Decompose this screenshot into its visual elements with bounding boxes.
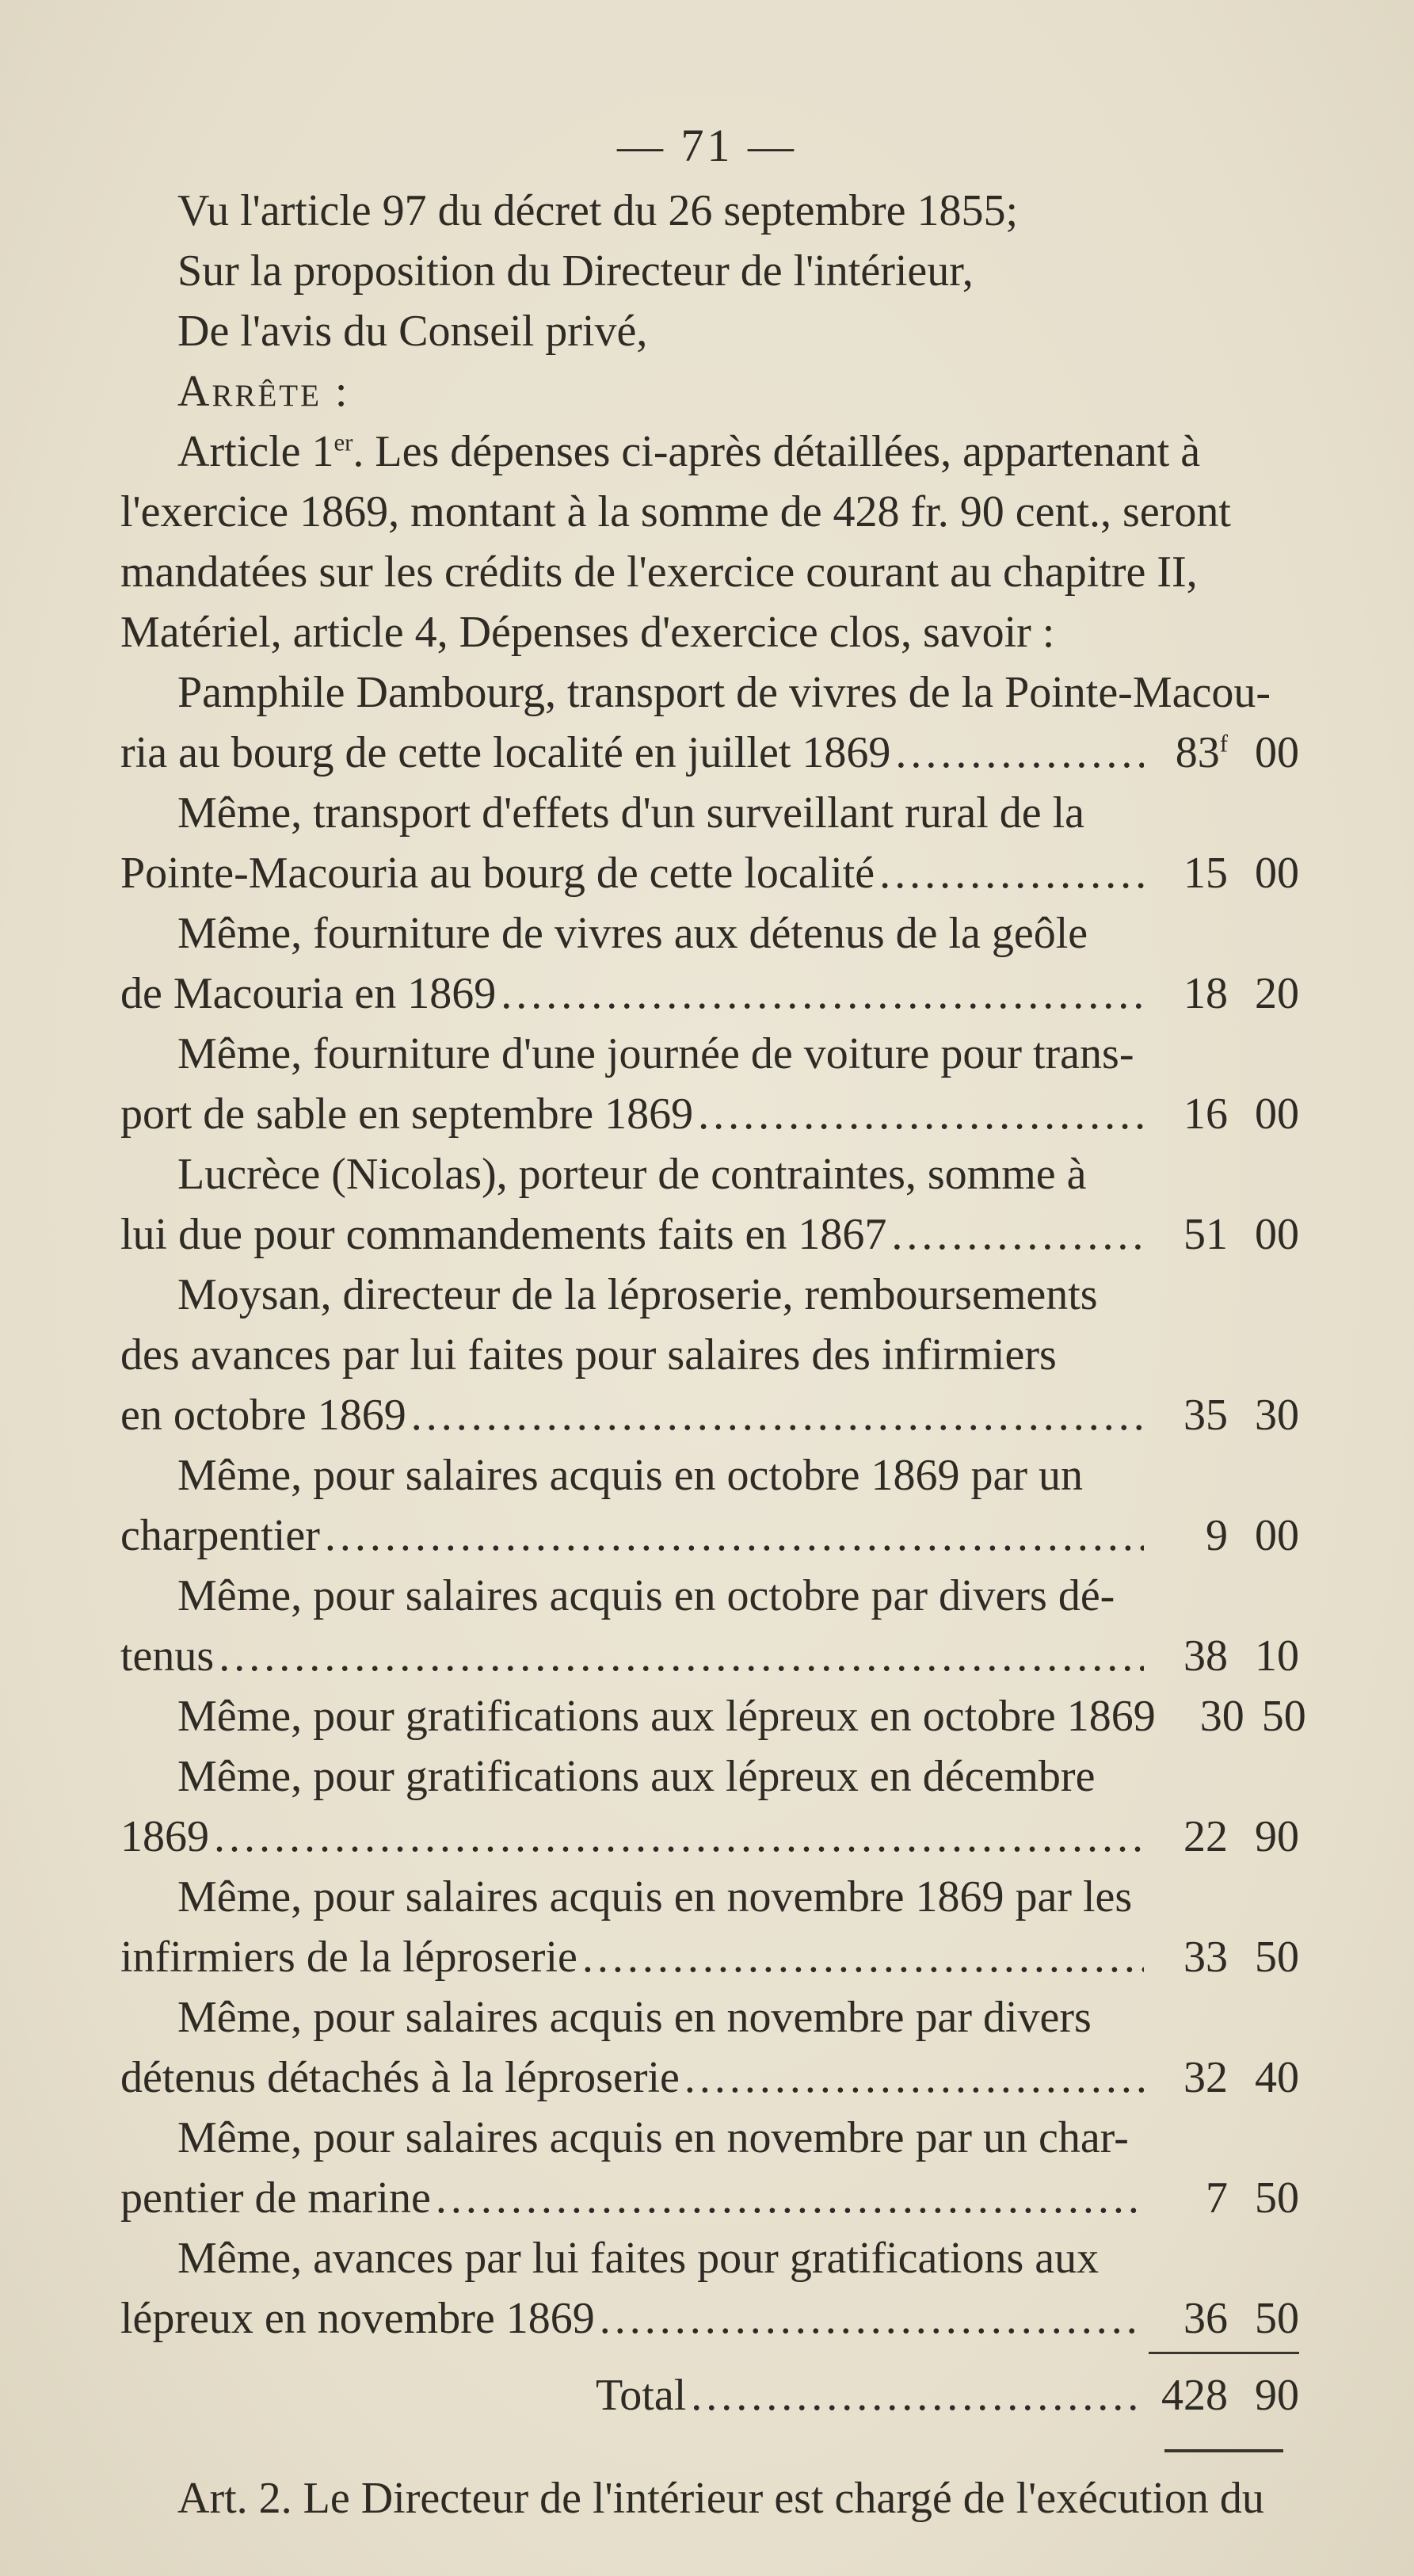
leader-dots: [895, 723, 1144, 783]
entry-last-line: de Macouria en 1869: [120, 969, 497, 1018]
expense-entry: [120, 1686, 1306, 1746]
entry-cents: 40: [1255, 2053, 1299, 2102]
entry-francs-value: 36: [1183, 2294, 1228, 2343]
entry-amount-row: [120, 1385, 1299, 1445]
total-rule-bottom-wrap: [120, 2449, 1299, 2452]
expense-entry: [120, 1867, 1299, 1987]
entry-cents: 00: [1255, 849, 1299, 898]
entry-cents: 50: [1255, 2173, 1299, 2223]
total-row: [120, 2365, 1299, 2425]
entry-amount: [1149, 1927, 1299, 1987]
entry-amount: [1149, 2168, 1299, 2228]
total-label: Total: [596, 2371, 687, 2420]
entry-francs: [1149, 1807, 1228, 1867]
entry-amount-row: [120, 1686, 1306, 1746]
entry-line: Même, transport d'effets d'un surveillant rural de la: [177, 788, 1085, 838]
entry-francs-value: 35: [1183, 1391, 1228, 1440]
leader-dots: [219, 1626, 1144, 1686]
total-cents: 90: [1255, 2371, 1299, 2420]
entry-cents: 00: [1255, 1090, 1299, 1139]
entry-francs: [1149, 1626, 1228, 1686]
entry-francs-value: 30: [1199, 1692, 1244, 1741]
expense-entry: [120, 1265, 1299, 1445]
leader-dots: [411, 1385, 1144, 1445]
article1-label: Article 1: [177, 427, 334, 476]
entry-cents: 50: [1255, 2294, 1299, 2343]
leader-dots: [698, 1084, 1144, 1144]
article1-first-line: [120, 422, 1299, 482]
leader-dots: [879, 843, 1144, 903]
entry-amount: [1149, 964, 1299, 1024]
entry-line: des avances par lui faites pour salaires des infirmiers: [120, 1330, 1057, 1380]
expense-entry: [120, 1987, 1299, 2108]
entry-amount: [1149, 2047, 1299, 2108]
entry-francs: [1149, 843, 1228, 903]
leader-dots: [325, 1506, 1144, 1566]
entry-last-line: ria au bourg de cette localité en juillet 1869: [120, 728, 891, 777]
entry-francs: [1149, 964, 1228, 1024]
expense-entry: [120, 1445, 1299, 1566]
arrete-heading: Arrête :: [177, 367, 350, 416]
entry-line: Même, fourniture d'une journée de voiture pour trans-: [177, 1029, 1134, 1078]
entry-francs-value: 51: [1183, 1210, 1228, 1259]
entry-amount-row: [120, 2288, 1299, 2349]
entry-amount: [1149, 1204, 1299, 1265]
entry-last-line: Pointe-Macouria au bourg de cette localité: [120, 849, 875, 898]
entry-last-line: tenus: [120, 1631, 215, 1681]
entry-francs: [1149, 2288, 1228, 2349]
entry-amount-row: [120, 1204, 1299, 1265]
leader-dots: [691, 2365, 1144, 2425]
entry-amount-row: [120, 964, 1299, 1024]
entry-line: Même, avances par lui faites pour gratifications aux: [177, 2234, 1100, 2283]
entry-francs: [1165, 1686, 1244, 1746]
entry-amount: [1149, 843, 1299, 903]
entry-francs: [1149, 1204, 1228, 1265]
page-number: — 71 —: [617, 120, 797, 171]
entry-amount-row: [120, 723, 1299, 783]
expense-entry: [120, 2228, 1299, 2349]
entry-francs: [1149, 2168, 1228, 2228]
document-body: [120, 181, 1306, 2528]
entry-last-line: en octobre 1869: [120, 1391, 406, 1440]
entry-francs-value: 22: [1183, 1812, 1228, 1861]
article1-line: mandatées sur les crédits de l'exercice courant au chapitre II,: [120, 548, 1198, 597]
leader-dots: [600, 2288, 1144, 2349]
entry-last-line: lui due pour commandements faits en 1867: [120, 1210, 887, 1259]
total-amount: [1149, 2365, 1299, 2425]
entry-line: Lucrèce (Nicolas), porteur de contraintes, somme à: [177, 1150, 1087, 1199]
entry-line: Même, pour salaires acquis en octobre 1869 par un: [177, 1451, 1083, 1500]
entry-francs-value: 7: [1206, 2173, 1228, 2223]
total-rule-bottom: [1164, 2449, 1283, 2452]
entry-amount-row: [120, 1807, 1299, 1867]
expense-entry: [120, 1566, 1299, 1686]
entry-cents: 00: [1255, 1511, 1299, 1560]
entry-cents: 20: [1255, 969, 1299, 1018]
leader-dots: [501, 964, 1144, 1024]
entry-cents: 90: [1255, 1812, 1299, 1861]
article1-line: l'exercice 1869, montant à la somme de 428 fr. 90 cent., seront: [120, 487, 1231, 536]
entry-francs-value: 16: [1183, 1090, 1228, 1139]
entry-amount: [1149, 2288, 1299, 2349]
entry-francs-value: 9: [1206, 1511, 1228, 1560]
entry-line: Même, fourniture de vivres aux détenus de la geôle: [177, 909, 1088, 958]
expense-entry: [120, 1024, 1299, 1144]
entry-amount: [1165, 1686, 1306, 1746]
preamble-line: De l'avis du Conseil privé,: [177, 307, 648, 356]
preamble-line: Vu l'article 97 du décret du 26 septembre 1855;: [177, 186, 1019, 235]
article1-text: . Les dépenses ci-après détaillées, appartenant à: [353, 427, 1201, 476]
entry-amount-row: [120, 2168, 1299, 2228]
entry-francs-value: 38: [1183, 1631, 1228, 1681]
leader-dots: [214, 1807, 1144, 1867]
entry-last-line: détenus détachés à la léproserie: [120, 2053, 680, 2102]
entry-amount-row: [120, 1626, 1299, 1686]
entry-francs-value: 33: [1183, 1933, 1228, 1982]
expense-entry: [120, 662, 1299, 783]
leader-dots: [582, 1927, 1144, 1987]
entry-amount-row: [120, 1084, 1299, 1144]
entry-last-line: 1869: [120, 1812, 209, 1861]
entry-cents: 00: [1255, 728, 1299, 777]
expense-entry: [120, 1746, 1299, 1867]
entry-last-line: pentier de marine: [120, 2173, 431, 2223]
entry-francs: [1149, 1506, 1228, 1566]
entry-line: Même, pour salaires acquis en novembre 1869 par les: [177, 1872, 1133, 1922]
entry-line: Même, pour salaires acquis en octobre par divers dé-: [177, 1571, 1115, 1620]
entry-last-line: lépreux en novembre 1869: [120, 2294, 595, 2343]
article1-sup: er: [333, 429, 353, 456]
entry-line: Pamphile Dambourg, transport de vivres de la Pointe-Macou-: [177, 668, 1271, 717]
entry-amount-row: [120, 843, 1299, 903]
entry-francs: [1149, 1927, 1228, 1987]
expense-list: [120, 662, 1306, 2349]
entry-last-line: Même, pour gratifications aux lépreux en octobre 1869: [177, 1692, 1156, 1741]
entry-francs-value: 83: [1175, 728, 1220, 777]
entry-last-line: charpentier: [120, 1511, 320, 1560]
entry-amount: [1149, 1084, 1299, 1144]
entry-cents: 50: [1255, 1933, 1299, 1982]
expense-entry: [120, 2108, 1299, 2228]
total-rule-top-wrap: [120, 2352, 1299, 2354]
preamble-line: Sur la proposition du Directeur de l'intérieur,: [177, 246, 974, 296]
entry-cents: 10: [1255, 1631, 1299, 1681]
entry-cents: 30: [1255, 1391, 1299, 1440]
entry-line: Même, pour salaires acquis en novembre par divers: [177, 1993, 1092, 2042]
entry-amount: [1149, 723, 1299, 783]
entry-francs-value: 32: [1183, 2053, 1228, 2102]
entry-line: Même, pour salaires acquis en novembre par un char-: [177, 2113, 1129, 2162]
entry-line: Moysan, directeur de la léproserie, remboursements: [177, 1270, 1098, 1319]
entry-amount-row: [120, 1506, 1299, 1566]
entry-francs: [1149, 1385, 1228, 1445]
entry-francs-value: 15: [1183, 849, 1228, 898]
leader-dots: [891, 1204, 1144, 1265]
entry-francs: [1149, 723, 1228, 783]
leader-dots: [436, 2168, 1144, 2228]
entry-cents: 00: [1255, 1210, 1299, 1259]
entry-cents: 50: [1261, 1692, 1306, 1741]
article1-line: Matériel, article 4, Dépenses d'exercice clos, savoir :: [120, 608, 1055, 657]
expense-entry: [120, 903, 1299, 1024]
entry-amount-row: [120, 1927, 1299, 1987]
francs-suffix: f: [1219, 730, 1228, 758]
entry-amount: [1149, 1807, 1299, 1867]
entry-francs: [1149, 2047, 1228, 2108]
entry-last-line: infirmiers de la léproserie: [120, 1933, 577, 1982]
total-rule-top: [1149, 2352, 1299, 2354]
article2-line: Art. 2. Le Directeur de l'intérieur est chargé de l'exécution du: [177, 2474, 1264, 2523]
entry-francs: [1149, 1084, 1228, 1144]
total-francs: 428: [1161, 2371, 1228, 2420]
entry-line: Même, pour gratifications aux lépreux en décembre: [177, 1752, 1096, 1801]
entry-last-line: port de sable en septembre 1869: [120, 1090, 694, 1139]
entry-amount: [1149, 1626, 1299, 1686]
expense-entry: [120, 1144, 1299, 1265]
entry-amount: [1149, 1506, 1299, 1566]
entry-amount: [1149, 1385, 1299, 1445]
entry-amount-row: [120, 2047, 1299, 2108]
entry-francs-value: 18: [1183, 969, 1228, 1018]
leader-dots: [684, 2047, 1144, 2108]
expense-entry: [120, 783, 1299, 903]
